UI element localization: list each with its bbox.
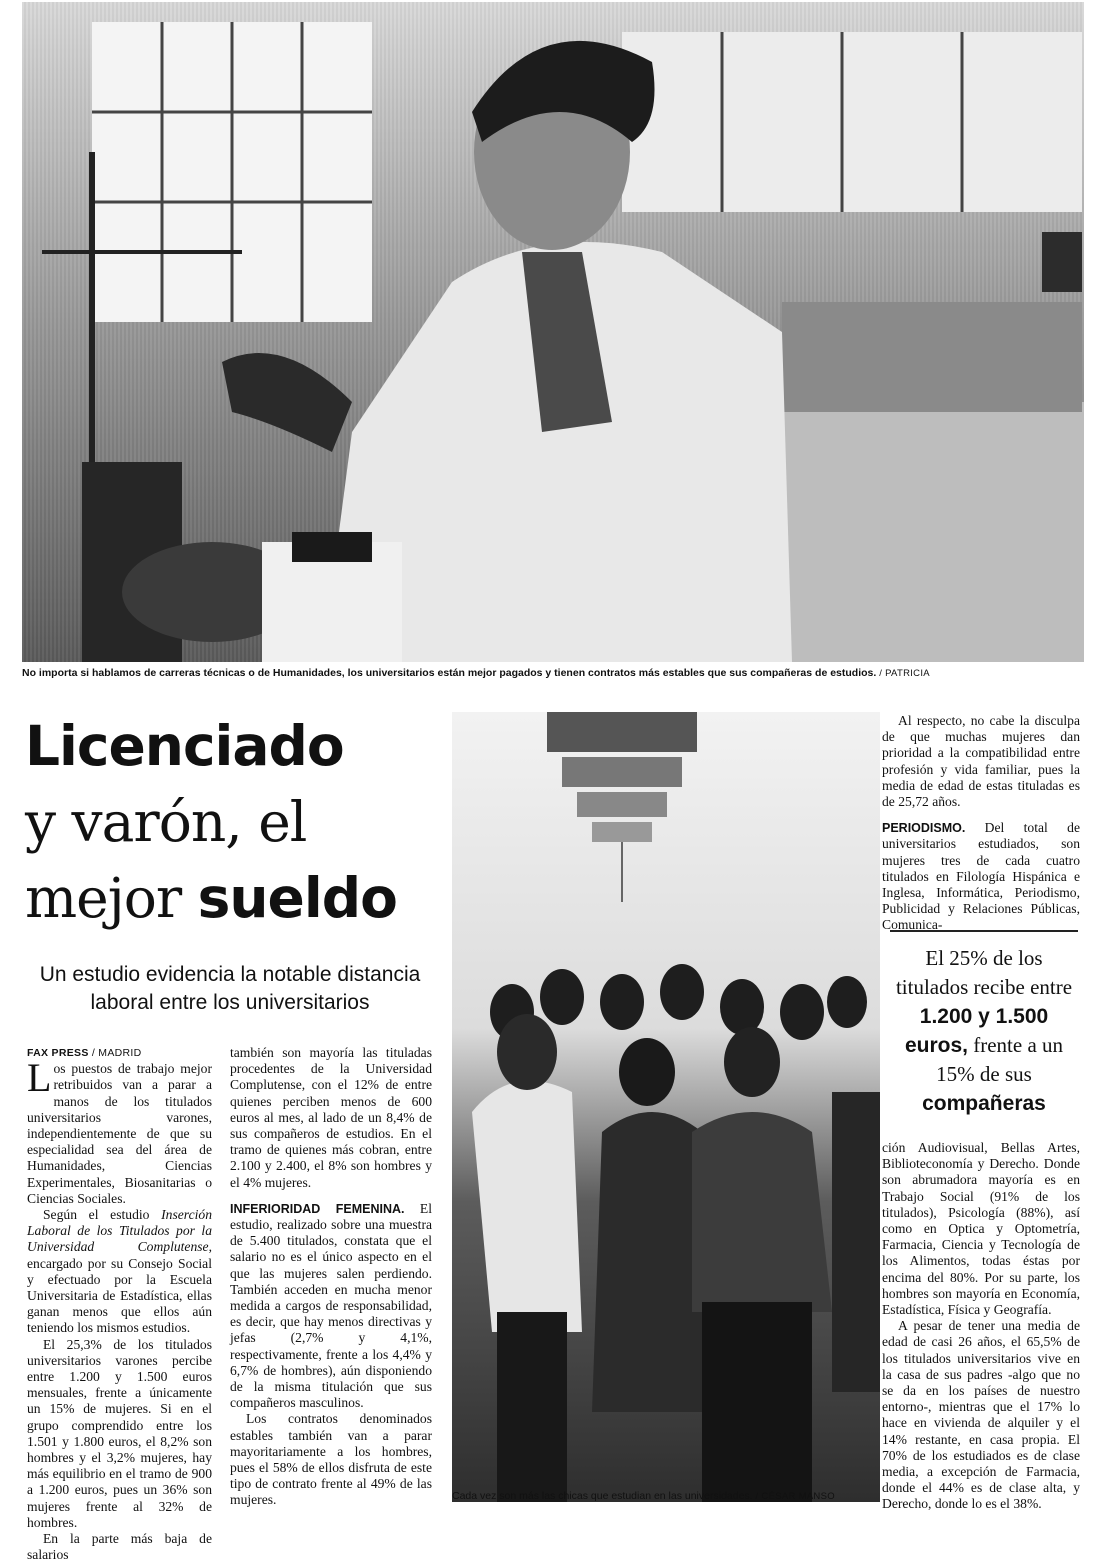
byline	[27, 1045, 212, 1061]
article-column-3-bottom	[882, 1140, 1080, 1513]
top-photo-caption	[22, 667, 930, 679]
pull-quote-highlight: compañeras	[922, 1092, 1046, 1115]
paragraph: Los contratos denominados estables también van a parar mayoritariamente a los hombres, pues el 58% de ellos disfruta de este tipo de contrato frente al 49% de las mujeres.	[230, 1411, 432, 1508]
subheadline: Un estudio evidencia la notable distancia laboral entre los universitarios	[39, 963, 421, 1014]
pull-quote-highlight: 1.200 y 1.500 euros,	[904, 1005, 1049, 1057]
top-photo-credit: / PATRICIA	[879, 668, 930, 679]
headline-line3	[25, 860, 445, 936]
paragraph	[27, 1055, 212, 1207]
paragraph-text: os puestos de trabajo mejor retribuidos van a parar a manos de los titulados universitarios varones, independientemente de que su especialidad sea del área de Humanidades, Ciencias Experimentales, Biosanitarias o Ciencias Sociales.	[27, 1061, 212, 1206]
headline-line2: y varón, el	[25, 790, 307, 854]
paragraph	[230, 1201, 432, 1412]
article-column-3-top	[882, 713, 1080, 934]
pull-quote	[890, 930, 1078, 1118]
paragraph-text: Del total de universitarios estudiados, son mujeres tres de cada cuatro titulados en Filología Hispánica e Inglesa, Informática, Periodismo, Publicidad y Relaciones Públicas, Comunica-	[882, 820, 1080, 933]
article-column-2	[230, 1045, 432, 1509]
headline	[25, 708, 445, 936]
lab-photo	[22, 2, 1084, 662]
paragraph: ción Audiovisual, Bellas Artes, Biblioteconomía y Derecho. Donde son abrumadora mayoría es en Trabajo Social (91% de los titulados), Psicología (88%), así como en Optica y Optometría, Farmacia, Ciencia y Tecnología de los Alimentos, todas éstas por encima del 80%. Por su parte, los hombres son mayoría en Economía, Estadística, Física y Geografía.	[882, 1140, 1080, 1318]
paragraph: también son mayoría las tituladas procedentes de la Universidad Complutense, con el 12% de entre quienes perciben menos de 600 euros al mes, al lado de un 8,4% de sus compañeros de estudios. En el tramo de quienes más cobran, entre 2.100 y 2.400, el 8% son hombres y el 4% mujeres.	[230, 1045, 432, 1190]
paragraph	[882, 820, 1080, 933]
paragraph: El 25,3% de los titulados universitarios varones percibe entre 1.200 y 1.500 euros mensuales, frente a únicamente un 15% de mujeres. Si en el grupo comprendido entre los 1.501 y 1.800 euros, el 8,2% son hombres y el 3,2% mujeres, hay más equilibrio en el tramo de 900 a 1.200 euros, pues un 36% son mujeres frente al 32% de hombres.	[27, 1336, 212, 1530]
headline-line3-b: sueldo	[197, 866, 397, 930]
paragraph-text: Según el estudio	[43, 1207, 162, 1223]
bottom-photo-caption-text: Cada vez son más las chicas que estudian en las universidades.	[452, 1490, 753, 1502]
paragraph	[27, 1207, 212, 1337]
top-photo-caption-text: No importa si hablamos de carreras técnicas o de Humanidades, los universitarios están mejor pagados y tienen contratos más estables que sus compañeras de estudios.	[22, 667, 877, 679]
section-kicker: PERIODISMO.	[882, 821, 966, 836]
headline-line1: Licenciado	[25, 714, 344, 778]
bottom-photo-credit: / CÉSAR MANSO	[755, 1491, 835, 1502]
paragraph-text: El estudio, realizado sobre una muestra de 5.400 titulados, constata que el salario no es el único aspecto en el que las mujeres salen perdiendo. También acceden en mucha menor medida a cargos de responsabilidad, es decir, que hay menos directivas y jefas (2,7% y 4,1%, respectivamente, frente a los 4,4% y 6,7% de hombres), aún disponiendo de la misma titulación que sus compañeros masculinos.	[230, 1200, 433, 1411]
bottom-photo-caption	[452, 1490, 835, 1502]
headline-line3-a: mejor	[25, 866, 182, 930]
article-column-1	[27, 1045, 212, 1564]
byline-agency: FAX PRESS	[27, 1047, 89, 1059]
pull-quote-text: El 25% de los titulados recibe entre	[895, 946, 1073, 999]
students-photo	[452, 712, 880, 1502]
paragraph-text: , encargado por su Consejo Social y efectuado por la Escuela Universitaria de Estadística, ellas ganan menos que ellos aún teniendo los mismos estudios.	[27, 1239, 212, 1336]
study-title: Inserción Laboral de los Titulados por la Universidad Complutense	[27, 1207, 212, 1255]
pull-quote-text: frente a un 15% de sus	[936, 1033, 1064, 1086]
drop-cap: L	[27, 1055, 52, 1101]
byline-city: / MADRID	[91, 1047, 142, 1059]
section-kicker: INFERIORIDAD FEMENINA.	[230, 1201, 405, 1216]
paragraph: A pesar de tener una media de edad de casi 26 años, el 65,5% de los titulados universitarios vive en la casa de sus padres -algo que no se da en los países de nuestro entorno-, mientras que el 17% lo hace en vivienda de alquiler y el 14% restante, en casa propia. El 70% de los estudiados es de clase media, a excepción de Farmacia, donde el 44% es de clase alta, y Derecho, donde lo es el 38%.	[882, 1318, 1080, 1512]
paragraph: Al respecto, no cabe la disculpa de que muchas mujeres dan prioridad a la compatibilidad entre profesión y vida familiar, pues la media de edad de estas tituladas es de 25,72 años.	[882, 713, 1080, 810]
paragraph: En la parte más baja de salarios	[27, 1531, 212, 1563]
